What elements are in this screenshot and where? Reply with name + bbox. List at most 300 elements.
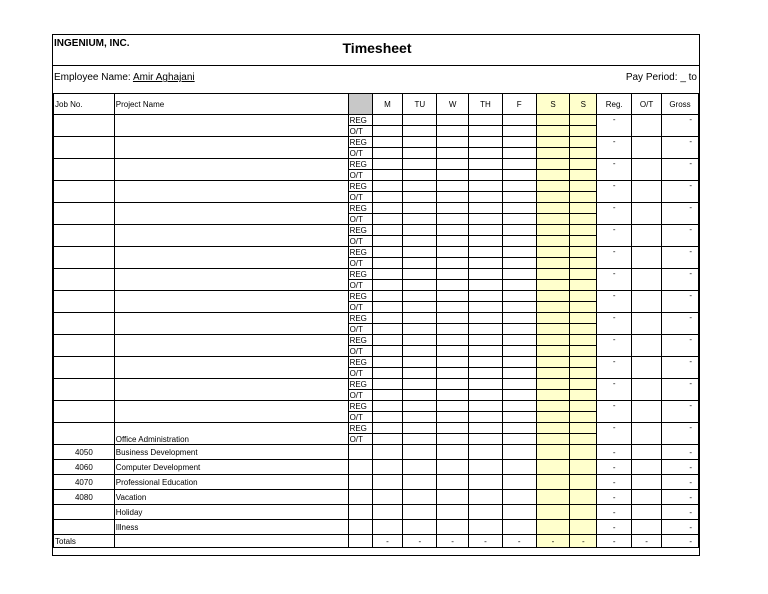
reg-day-cell[interactable] xyxy=(502,137,536,148)
reg-day-cell[interactable] xyxy=(437,137,469,148)
reg-day-cell[interactable] xyxy=(403,247,437,258)
job-no-cell xyxy=(54,520,115,535)
reg-day-cell[interactable] xyxy=(403,423,437,434)
reg-day-cell[interactable] xyxy=(437,115,469,126)
reg-day-cell[interactable] xyxy=(570,115,597,126)
std-day-cell[interactable] xyxy=(570,520,597,535)
ot-day-cell[interactable] xyxy=(502,236,536,247)
type-cell xyxy=(348,460,372,475)
reg-day-cell[interactable] xyxy=(469,181,503,192)
reg-day-cell[interactable] xyxy=(469,203,503,214)
reg-day-cell[interactable] xyxy=(536,357,570,368)
ot-day-cell[interactable] xyxy=(403,280,437,291)
ot-day-cell[interactable] xyxy=(437,434,469,445)
project-name-cell[interactable] xyxy=(114,181,348,203)
ot-day-cell[interactable] xyxy=(372,236,403,247)
job-no-cell[interactable] xyxy=(54,423,115,445)
ot-day-cell[interactable] xyxy=(372,302,403,313)
employee-name-field[interactable]: Amir Aghajani xyxy=(132,72,195,83)
std-day-cell[interactable] xyxy=(469,520,503,535)
ot-day-cell[interactable] xyxy=(502,148,536,159)
ot-day-cell[interactable] xyxy=(469,368,503,379)
job-no-cell[interactable] xyxy=(54,137,115,159)
totals-blank xyxy=(114,535,348,548)
std-day-cell[interactable] xyxy=(536,505,570,520)
std-day-cell[interactable] xyxy=(570,505,597,520)
ot-day-cell[interactable] xyxy=(403,324,437,335)
reg-day-cell[interactable] xyxy=(372,335,403,346)
project-name-cell[interactable] xyxy=(114,203,348,225)
reg-day-cell[interactable] xyxy=(536,159,570,170)
std-day-cell[interactable] xyxy=(570,460,597,475)
reg-day-cell[interactable] xyxy=(502,401,536,412)
reg-day-cell[interactable] xyxy=(403,181,437,192)
std-day-cell[interactable] xyxy=(536,460,570,475)
ot-day-cell[interactable] xyxy=(536,258,570,269)
reg-day-cell[interactable] xyxy=(536,181,570,192)
ot-day-cell[interactable] xyxy=(502,346,536,357)
reg-day-cell[interactable] xyxy=(536,291,570,302)
reg-day-cell[interactable] xyxy=(469,115,503,126)
ot-day-cell[interactable] xyxy=(372,280,403,291)
reg-day-cell[interactable] xyxy=(536,379,570,390)
ot-day-cell[interactable] xyxy=(469,214,503,225)
ot-day-cell[interactable] xyxy=(536,324,570,335)
ot-day-cell[interactable] xyxy=(372,412,403,423)
reg-day-cell[interactable] xyxy=(372,357,403,368)
reg-day-cell[interactable] xyxy=(403,137,437,148)
ot-day-cell[interactable] xyxy=(437,170,469,181)
reg-day-cell[interactable] xyxy=(502,203,536,214)
ot-day-cell[interactable] xyxy=(437,368,469,379)
reg-day-cell[interactable] xyxy=(469,335,503,346)
std-day-cell[interactable] xyxy=(437,520,469,535)
reg-day-cell[interactable] xyxy=(502,225,536,236)
reg-day-cell[interactable] xyxy=(469,291,503,302)
std-day-cell[interactable] xyxy=(469,505,503,520)
std-day-cell[interactable] xyxy=(437,460,469,475)
ot-day-cell[interactable] xyxy=(570,236,597,247)
ot-day-cell[interactable] xyxy=(403,214,437,225)
reg-day-cell[interactable] xyxy=(403,269,437,280)
std-day-cell[interactable] xyxy=(372,460,403,475)
project-name-cell[interactable] xyxy=(114,313,348,335)
project-name-cell[interactable] xyxy=(114,137,348,159)
project-name-cell[interactable] xyxy=(114,159,348,181)
ot-day-cell[interactable] xyxy=(437,280,469,291)
reg-day-cell[interactable] xyxy=(469,225,503,236)
ot-day-cell[interactable] xyxy=(536,170,570,181)
reg-day-cell[interactable] xyxy=(372,269,403,280)
ot-day-cell[interactable] xyxy=(502,170,536,181)
ot-day-cell[interactable] xyxy=(570,258,597,269)
reg-day-cell[interactable] xyxy=(536,401,570,412)
ot-day-cell[interactable] xyxy=(536,302,570,313)
std-day-cell[interactable] xyxy=(502,520,536,535)
reg-day-cell[interactable] xyxy=(437,247,469,258)
reg-day-cell[interactable] xyxy=(469,269,503,280)
std-day-cell[interactable] xyxy=(536,490,570,505)
project-name-cell[interactable] xyxy=(114,115,348,137)
ot-day-cell[interactable] xyxy=(372,346,403,357)
std-day-cell[interactable] xyxy=(437,490,469,505)
project-reg-row xyxy=(54,423,699,434)
pay-period-field[interactable]: _ to xyxy=(680,72,697,83)
std-day-cell[interactable] xyxy=(469,475,503,490)
ot-day-cell[interactable] xyxy=(403,302,437,313)
ot-day-cell[interactable] xyxy=(403,258,437,269)
ot-total xyxy=(632,475,662,490)
reg-day-cell[interactable] xyxy=(469,423,503,434)
ot-day-cell[interactable] xyxy=(502,214,536,225)
reg-day-cell[interactable] xyxy=(469,137,503,148)
reg-day-cell[interactable] xyxy=(536,313,570,324)
ot-day-cell[interactable] xyxy=(469,346,503,357)
std-day-cell[interactable] xyxy=(469,445,503,460)
reg-day-cell[interactable] xyxy=(372,379,403,390)
ot-total xyxy=(632,490,662,505)
reg-day-cell[interactable] xyxy=(372,137,403,148)
ot-day-cell[interactable] xyxy=(403,412,437,423)
ot-day-cell[interactable] xyxy=(536,434,570,445)
std-day-cell[interactable] xyxy=(437,505,469,520)
std-day-cell[interactable] xyxy=(469,460,503,475)
ot-day-cell[interactable] xyxy=(469,170,503,181)
ot-day-cell[interactable] xyxy=(437,302,469,313)
reg-day-cell[interactable] xyxy=(437,313,469,324)
std-day-cell[interactable] xyxy=(403,490,437,505)
project-name-cell[interactable] xyxy=(114,291,348,313)
ot-day-cell[interactable] xyxy=(502,126,536,137)
ot-day-cell[interactable] xyxy=(536,214,570,225)
ot-day-cell[interactable] xyxy=(502,280,536,291)
std-day-cell[interactable] xyxy=(536,445,570,460)
reg-day-cell[interactable] xyxy=(570,159,597,170)
reg-day-cell[interactable] xyxy=(570,203,597,214)
std-day-cell[interactable] xyxy=(403,460,437,475)
reg-day-cell[interactable] xyxy=(403,159,437,170)
std-day-cell[interactable] xyxy=(570,445,597,460)
ot-day-cell[interactable] xyxy=(469,412,503,423)
std-day-cell[interactable] xyxy=(502,505,536,520)
ot-day-cell[interactable] xyxy=(372,170,403,181)
reg-day-cell[interactable] xyxy=(372,203,403,214)
ot-day-cell[interactable] xyxy=(469,434,503,445)
reg-day-cell[interactable] xyxy=(570,379,597,390)
reg-day-cell[interactable] xyxy=(372,247,403,258)
std-day-cell[interactable] xyxy=(469,490,503,505)
ot-day-cell[interactable] xyxy=(502,192,536,203)
ot-day-cell[interactable] xyxy=(437,214,469,225)
reg-day-cell[interactable] xyxy=(502,181,536,192)
reg-day-cell[interactable] xyxy=(570,225,597,236)
std-day-cell[interactable] xyxy=(372,445,403,460)
job-no-cell[interactable] xyxy=(54,357,115,379)
reg-day-cell[interactable] xyxy=(437,181,469,192)
reg-day-cell[interactable] xyxy=(570,181,597,192)
ot-day-cell[interactable] xyxy=(403,390,437,401)
reg-day-cell[interactable] xyxy=(437,225,469,236)
std-day-cell[interactable] xyxy=(372,505,403,520)
ot-day-cell[interactable] xyxy=(502,368,536,379)
ot-day-cell[interactable] xyxy=(469,236,503,247)
ot-day-cell[interactable] xyxy=(372,368,403,379)
std-day-cell[interactable] xyxy=(570,475,597,490)
ot-day-cell[interactable] xyxy=(469,148,503,159)
ot-day-cell[interactable] xyxy=(437,258,469,269)
ot-day-cell[interactable] xyxy=(437,412,469,423)
reg-day-cell[interactable] xyxy=(536,203,570,214)
ot-day-cell[interactable] xyxy=(437,148,469,159)
reg-day-cell[interactable] xyxy=(502,247,536,258)
reg-day-cell[interactable] xyxy=(437,203,469,214)
reg-day-cell[interactable] xyxy=(437,159,469,170)
reg-day-cell[interactable] xyxy=(502,313,536,324)
reg-day-cell[interactable] xyxy=(469,379,503,390)
ot-total xyxy=(632,357,662,379)
ot-day-cell[interactable] xyxy=(403,368,437,379)
ot-day-cell[interactable] xyxy=(372,258,403,269)
ot-day-cell[interactable] xyxy=(536,148,570,159)
reg-day-cell[interactable] xyxy=(437,335,469,346)
reg-day-cell[interactable] xyxy=(536,225,570,236)
job-no-cell[interactable] xyxy=(54,379,115,401)
reg-day-cell[interactable] xyxy=(502,423,536,434)
ot-day-cell[interactable] xyxy=(372,126,403,137)
std-day-cell[interactable] xyxy=(502,475,536,490)
reg-day-cell[interactable] xyxy=(372,291,403,302)
ot-day-cell[interactable] xyxy=(403,434,437,445)
project-reg-row xyxy=(54,181,699,192)
reg-day-cell[interactable] xyxy=(536,137,570,148)
reg-day-cell[interactable] xyxy=(469,357,503,368)
job-no-cell[interactable] xyxy=(54,269,115,291)
ot-day-cell[interactable] xyxy=(437,390,469,401)
ot-day-cell[interactable] xyxy=(437,126,469,137)
reg-day-cell[interactable] xyxy=(372,401,403,412)
ot-day-cell[interactable] xyxy=(570,214,597,225)
reg-day-cell[interactable] xyxy=(536,247,570,258)
ot-day-cell[interactable] xyxy=(570,148,597,159)
job-no-cell[interactable] xyxy=(54,203,115,225)
reg-day-cell[interactable] xyxy=(437,401,469,412)
ot-day-cell[interactable] xyxy=(403,170,437,181)
reg-day-cell[interactable] xyxy=(403,401,437,412)
reg-day-cell[interactable] xyxy=(536,335,570,346)
gross-total: - xyxy=(662,115,699,137)
ot-day-cell[interactable] xyxy=(403,192,437,203)
ot-day-cell[interactable] xyxy=(536,390,570,401)
ot-day-cell[interactable] xyxy=(469,390,503,401)
std-day-cell[interactable] xyxy=(502,445,536,460)
reg-day-cell[interactable] xyxy=(536,269,570,280)
ot-day-cell[interactable] xyxy=(502,302,536,313)
project-name-cell[interactable] xyxy=(114,247,348,269)
std-day-cell[interactable] xyxy=(437,445,469,460)
reg-day-cell[interactable] xyxy=(570,291,597,302)
ot-day-cell[interactable] xyxy=(570,192,597,203)
ot-day-cell[interactable] xyxy=(536,368,570,379)
project-name-cell[interactable] xyxy=(114,379,348,401)
ot-day-cell[interactable] xyxy=(372,148,403,159)
ot-day-cell[interactable] xyxy=(536,236,570,247)
reg-day-cell[interactable] xyxy=(502,269,536,280)
ot-day-cell[interactable] xyxy=(570,280,597,291)
reg-day-cell[interactable] xyxy=(372,313,403,324)
ot-day-cell[interactable] xyxy=(536,126,570,137)
reg-day-cell[interactable] xyxy=(437,357,469,368)
reg-day-cell[interactable] xyxy=(403,357,437,368)
reg-day-cell[interactable] xyxy=(372,159,403,170)
ot-day-cell[interactable] xyxy=(502,434,536,445)
ot-day-cell[interactable] xyxy=(536,412,570,423)
reg-label: REG xyxy=(348,291,372,302)
reg-day-cell[interactable] xyxy=(536,115,570,126)
job-no-cell[interactable] xyxy=(54,313,115,335)
std-day-cell[interactable] xyxy=(403,445,437,460)
ot-total xyxy=(632,269,662,291)
reg-day-cell[interactable] xyxy=(372,423,403,434)
ot-day-cell[interactable] xyxy=(437,324,469,335)
ot-day-cell[interactable] xyxy=(372,390,403,401)
job-no-cell[interactable] xyxy=(54,159,115,181)
std-day-cell[interactable] xyxy=(403,475,437,490)
job-no-cell[interactable] xyxy=(54,115,115,137)
ot-day-cell[interactable] xyxy=(570,412,597,423)
reg-day-cell[interactable] xyxy=(437,269,469,280)
reg-day-cell[interactable] xyxy=(372,115,403,126)
ot-day-cell[interactable] xyxy=(570,126,597,137)
reg-day-cell[interactable] xyxy=(502,379,536,390)
reg-label: REG xyxy=(348,137,372,148)
std-day-cell[interactable] xyxy=(536,520,570,535)
reg-day-cell[interactable] xyxy=(403,225,437,236)
ot-day-cell[interactable] xyxy=(372,324,403,335)
ot-day-cell[interactable] xyxy=(570,324,597,335)
project-name-cell[interactable] xyxy=(114,269,348,291)
reg-day-cell[interactable] xyxy=(469,247,503,258)
job-no-cell[interactable] xyxy=(54,291,115,313)
ot-day-cell[interactable] xyxy=(502,412,536,423)
ot-day-cell[interactable] xyxy=(502,258,536,269)
gross-total: - xyxy=(662,475,699,490)
reg-day-cell[interactable] xyxy=(536,423,570,434)
ot-day-cell[interactable] xyxy=(570,346,597,357)
reg-day-cell[interactable] xyxy=(403,203,437,214)
reg-day-cell[interactable] xyxy=(437,291,469,302)
std-day-cell[interactable] xyxy=(372,475,403,490)
ot-day-cell[interactable] xyxy=(469,192,503,203)
std-day-cell[interactable] xyxy=(502,460,536,475)
ot-day-cell[interactable] xyxy=(469,280,503,291)
ot-day-cell[interactable] xyxy=(372,214,403,225)
std-day-cell[interactable] xyxy=(372,520,403,535)
reg-day-cell[interactable] xyxy=(403,115,437,126)
project-name-cell[interactable] xyxy=(114,401,348,423)
col-tue: TU xyxy=(403,94,437,115)
ot-day-cell[interactable] xyxy=(536,280,570,291)
ot-day-cell[interactable] xyxy=(536,346,570,357)
reg-day-cell[interactable] xyxy=(469,313,503,324)
ot-day-cell[interactable] xyxy=(502,390,536,401)
ot-day-cell[interactable] xyxy=(403,236,437,247)
reg-day-cell[interactable] xyxy=(469,159,503,170)
reg-day-cell[interactable] xyxy=(570,423,597,434)
ot-day-cell[interactable] xyxy=(469,324,503,335)
reg-day-cell[interactable] xyxy=(570,269,597,280)
ot-day-cell[interactable] xyxy=(403,148,437,159)
reg-day-cell[interactable] xyxy=(570,247,597,258)
ot-day-cell[interactable] xyxy=(469,126,503,137)
ot-day-cell[interactable] xyxy=(403,346,437,357)
ot-day-cell[interactable] xyxy=(536,192,570,203)
reg-day-cell[interactable] xyxy=(403,313,437,324)
ot-day-cell[interactable] xyxy=(403,126,437,137)
reg-day-cell[interactable] xyxy=(403,335,437,346)
std-day-cell[interactable] xyxy=(403,520,437,535)
ot-day-cell[interactable] xyxy=(437,236,469,247)
std-day-cell[interactable] xyxy=(403,505,437,520)
ot-day-cell[interactable] xyxy=(372,192,403,203)
ot-day-cell[interactable] xyxy=(570,302,597,313)
job-no-cell[interactable] xyxy=(54,401,115,423)
std-day-cell[interactable] xyxy=(372,490,403,505)
reg-day-cell[interactable] xyxy=(502,115,536,126)
ot-day-cell[interactable] xyxy=(469,302,503,313)
job-no-cell[interactable] xyxy=(54,335,115,357)
ot-day-cell[interactable] xyxy=(570,434,597,445)
reg-day-cell[interactable] xyxy=(469,401,503,412)
reg-day-cell[interactable] xyxy=(372,225,403,236)
job-no-cell[interactable] xyxy=(54,247,115,269)
project-name-cell[interactable] xyxy=(114,335,348,357)
reg-day-cell[interactable] xyxy=(372,181,403,192)
reg-day-cell[interactable] xyxy=(437,379,469,390)
project-name-cell[interactable] xyxy=(114,225,348,247)
reg-day-cell[interactable] xyxy=(403,379,437,390)
reg-day-cell[interactable] xyxy=(502,159,536,170)
ot-day-cell[interactable] xyxy=(469,258,503,269)
job-no-cell[interactable] xyxy=(54,225,115,247)
reg-day-cell[interactable] xyxy=(403,291,437,302)
ot-day-cell[interactable] xyxy=(570,170,597,181)
std-day-cell[interactable] xyxy=(437,475,469,490)
project-name-cell[interactable]: Office Administration xyxy=(114,423,348,445)
reg-day-cell[interactable] xyxy=(502,335,536,346)
reg-day-cell[interactable] xyxy=(570,401,597,412)
reg-day-cell[interactable] xyxy=(570,335,597,346)
reg-day-cell[interactable] xyxy=(502,357,536,368)
ot-day-cell[interactable] xyxy=(437,192,469,203)
ot-day-cell[interactable] xyxy=(437,346,469,357)
reg-day-cell[interactable] xyxy=(570,137,597,148)
std-day-cell[interactable] xyxy=(536,475,570,490)
reg-day-cell[interactable] xyxy=(502,291,536,302)
gross-total: - xyxy=(662,269,699,291)
project-name-cell[interactable] xyxy=(114,357,348,379)
reg-day-cell[interactable] xyxy=(570,313,597,324)
col-fri: F xyxy=(502,94,536,115)
reg-day-cell[interactable] xyxy=(570,357,597,368)
job-no-cell[interactable] xyxy=(54,181,115,203)
ot-day-cell[interactable] xyxy=(502,324,536,335)
std-day-cell[interactable] xyxy=(570,490,597,505)
ot-day-cell[interactable] xyxy=(570,368,597,379)
ot-day-cell[interactable] xyxy=(570,390,597,401)
reg-day-cell[interactable] xyxy=(437,423,469,434)
ot-day-cell[interactable] xyxy=(372,434,403,445)
std-day-cell[interactable] xyxy=(502,490,536,505)
